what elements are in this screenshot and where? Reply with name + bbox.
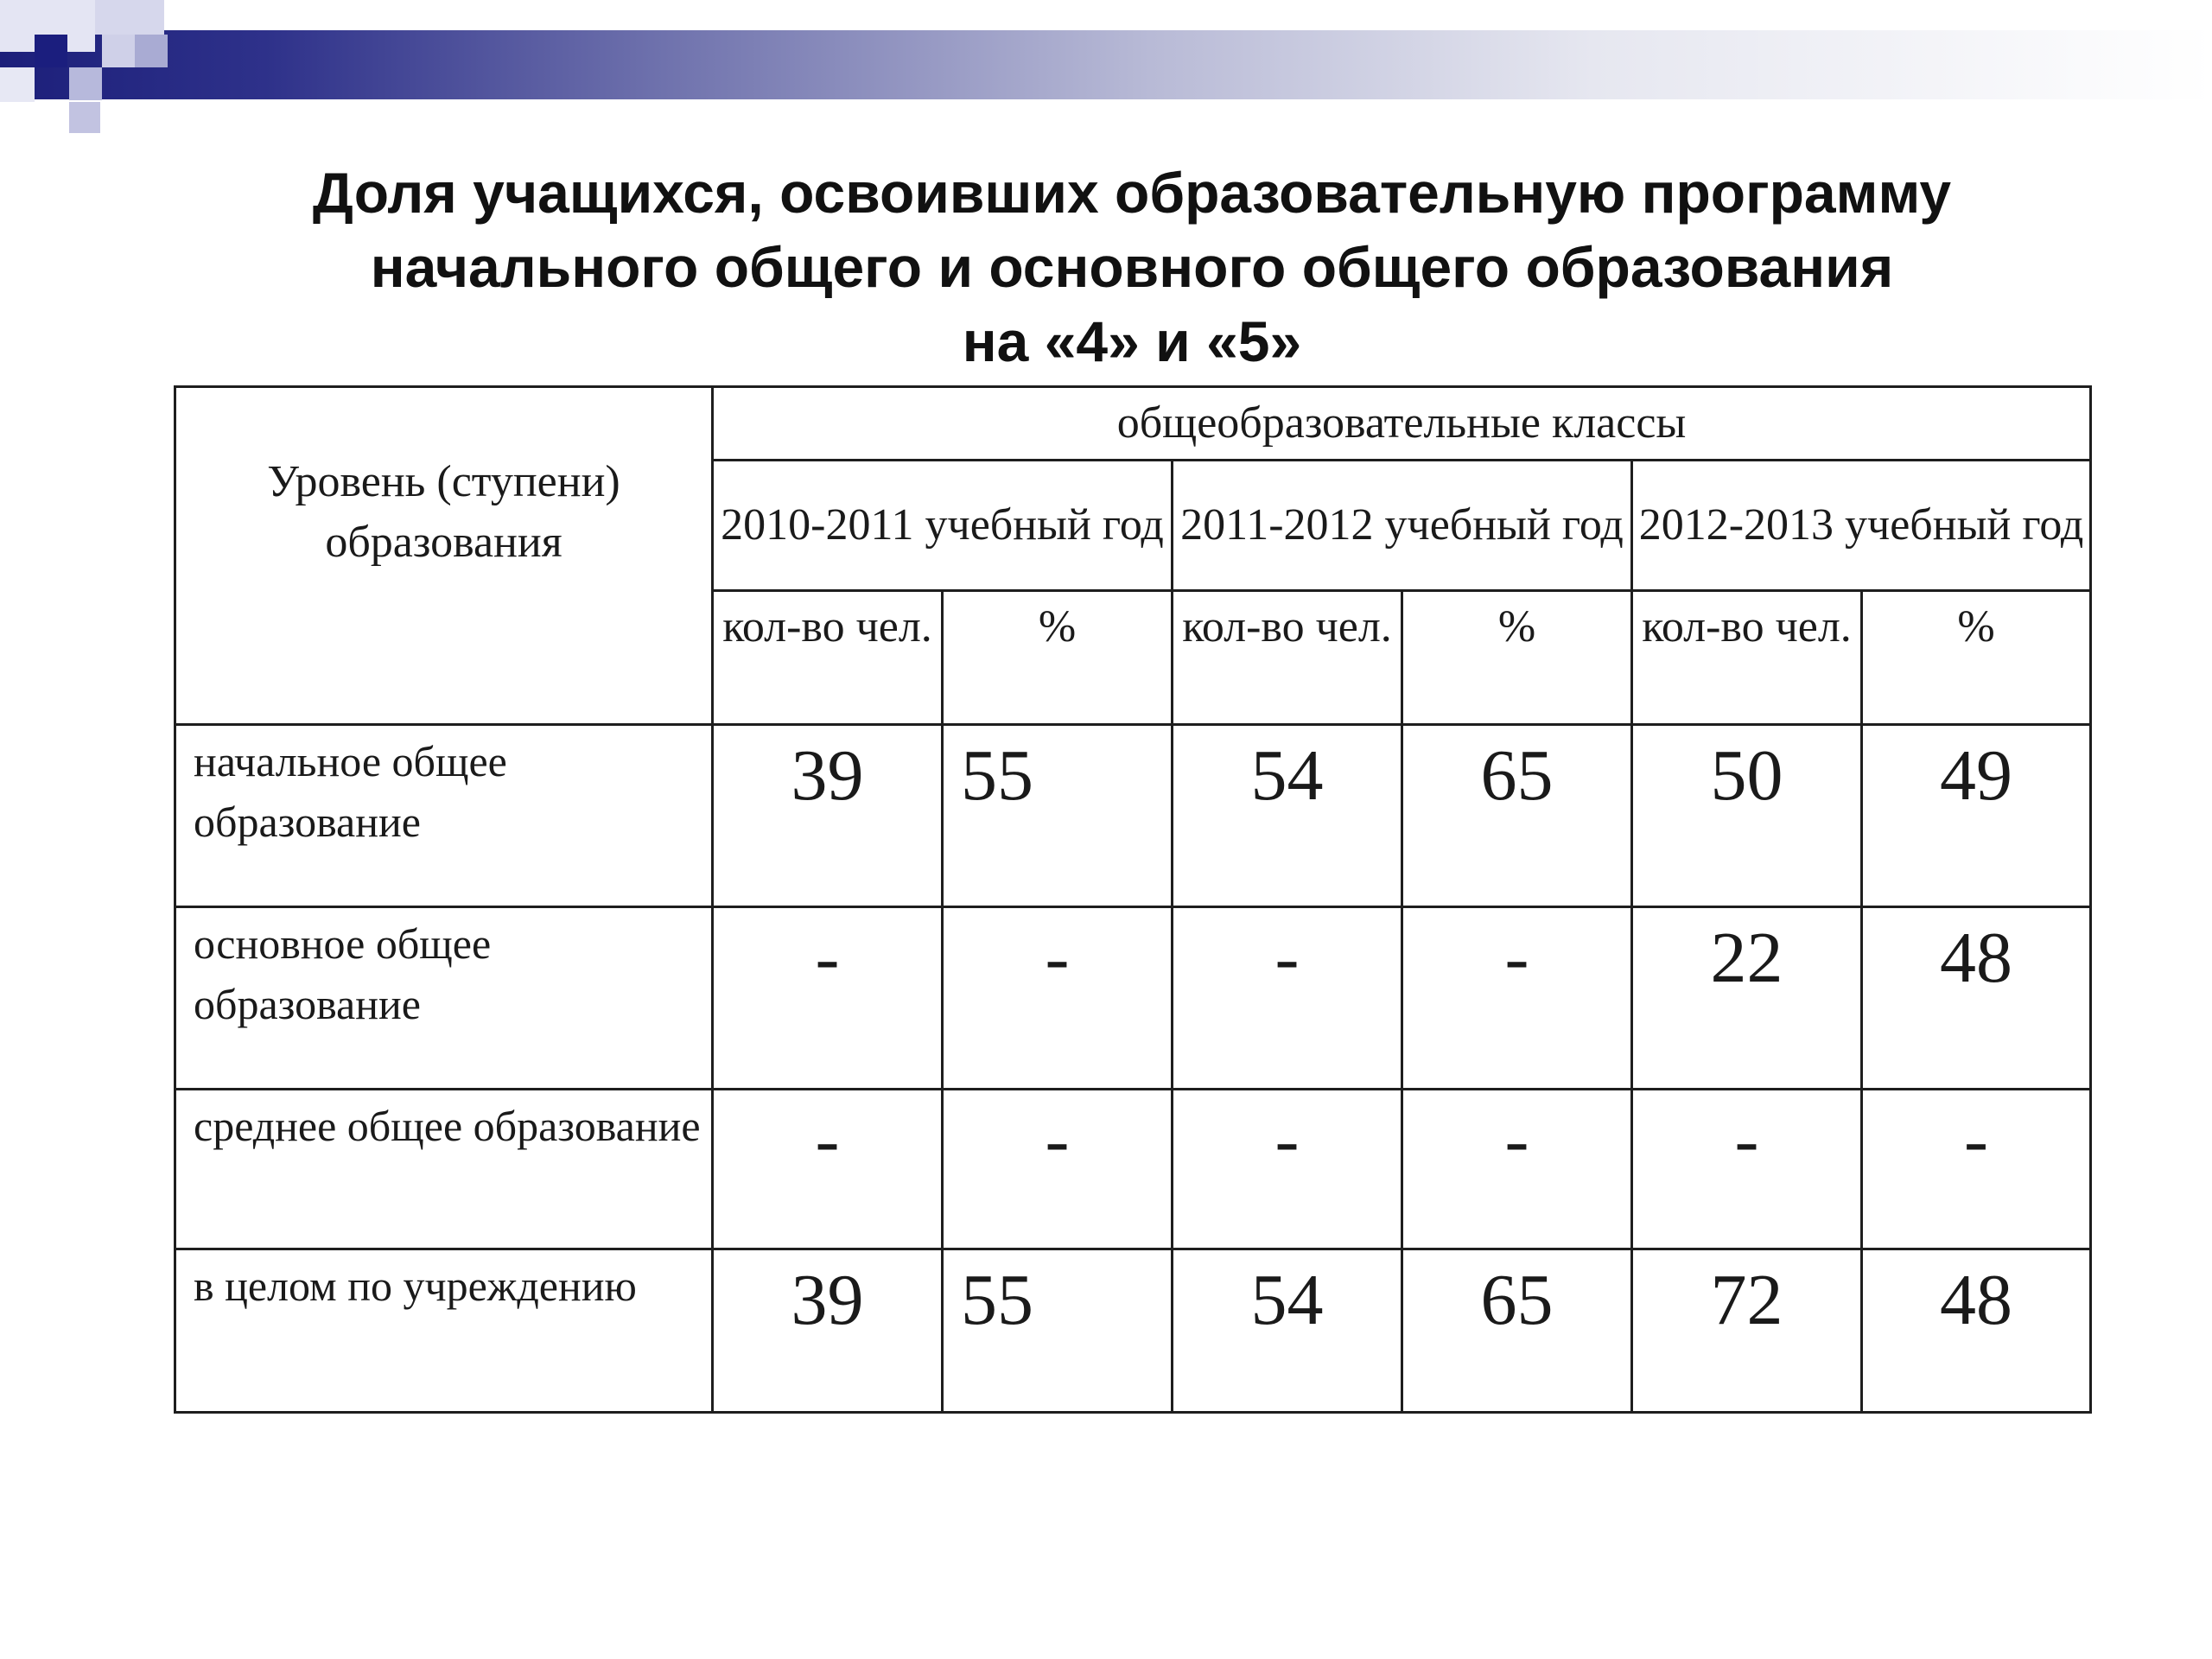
- year-header: 2011-2012 учебный год: [1173, 461, 1632, 591]
- table-cell: -: [713, 1090, 943, 1249]
- table-row: [175, 725, 2091, 907]
- percent-header: %: [943, 591, 1173, 725]
- table-cell: 48: [1862, 1249, 2091, 1413]
- table-row: [175, 907, 2091, 1090]
- percent-header: %: [1862, 591, 2091, 725]
- decor-square: [69, 67, 102, 100]
- table-cell: -: [1402, 907, 1632, 1090]
- table-cell: 50: [1632, 725, 1862, 907]
- decor-square: [35, 35, 67, 67]
- decor-square: [69, 102, 100, 133]
- slide-title: [138, 156, 2126, 378]
- decor-square: [95, 0, 164, 35]
- row-label: начальное общее образование: [175, 725, 713, 907]
- header-decoration: [0, 0, 2212, 138]
- table-cell: 48: [1862, 907, 2091, 1090]
- count-header: кол-во чел.: [1632, 591, 1862, 725]
- table-cell: 39: [713, 1249, 943, 1413]
- decor-square: [135, 35, 168, 67]
- table-cell: -: [713, 907, 943, 1090]
- table-cell: 49: [1862, 725, 2091, 907]
- count-header: кол-во чел.: [713, 591, 943, 725]
- table-cell: 55: [943, 1249, 1173, 1413]
- decor-square: [102, 35, 135, 67]
- table-row: [175, 1249, 2091, 1413]
- table-cell: 55: [943, 725, 1173, 907]
- table-cell: 54: [1173, 1249, 1402, 1413]
- table-cell: 65: [1402, 1249, 1632, 1413]
- table-cell: 72: [1632, 1249, 1862, 1413]
- title-line-3: на «4» и «5»: [962, 309, 1302, 373]
- gradient-bar: [0, 30, 2212, 99]
- table-cell: -: [1173, 907, 1402, 1090]
- decor-square: [0, 67, 35, 102]
- level-header: Уровень (ступени) образования: [175, 387, 713, 725]
- table-cell: -: [1173, 1090, 1402, 1249]
- group-header: общеобразовательные классы: [713, 387, 2091, 461]
- row-label: среднее общее образование: [175, 1090, 713, 1249]
- table-cell: -: [943, 1090, 1173, 1249]
- results-table: [174, 385, 2092, 1414]
- table-cell: -: [1632, 1090, 1862, 1249]
- title-line-1: Доля учащихся, освоивших образовательную программу: [312, 161, 1952, 225]
- year-header: 2010-2011 учебный год: [713, 461, 1173, 591]
- table-cell: -: [943, 907, 1173, 1090]
- percent-header: %: [1402, 591, 1632, 725]
- header-row-group: [175, 387, 2091, 461]
- table-cell: -: [1402, 1090, 1632, 1249]
- table-cell: 39: [713, 725, 943, 907]
- table-cell: -: [1862, 1090, 2091, 1249]
- table-cell: 22: [1632, 907, 1862, 1090]
- count-header: кол-во чел.: [1173, 591, 1402, 725]
- title-line-2: начального общего и основного общего образования: [370, 235, 1894, 299]
- year-header: 2012-2013 учебный год: [1632, 461, 2091, 591]
- row-label: основное общее образование: [175, 907, 713, 1090]
- row-label: в целом по учреждению: [175, 1249, 713, 1413]
- table-cell: 65: [1402, 725, 1632, 907]
- table-row: [175, 1090, 2091, 1249]
- table-cell: 54: [1173, 725, 1402, 907]
